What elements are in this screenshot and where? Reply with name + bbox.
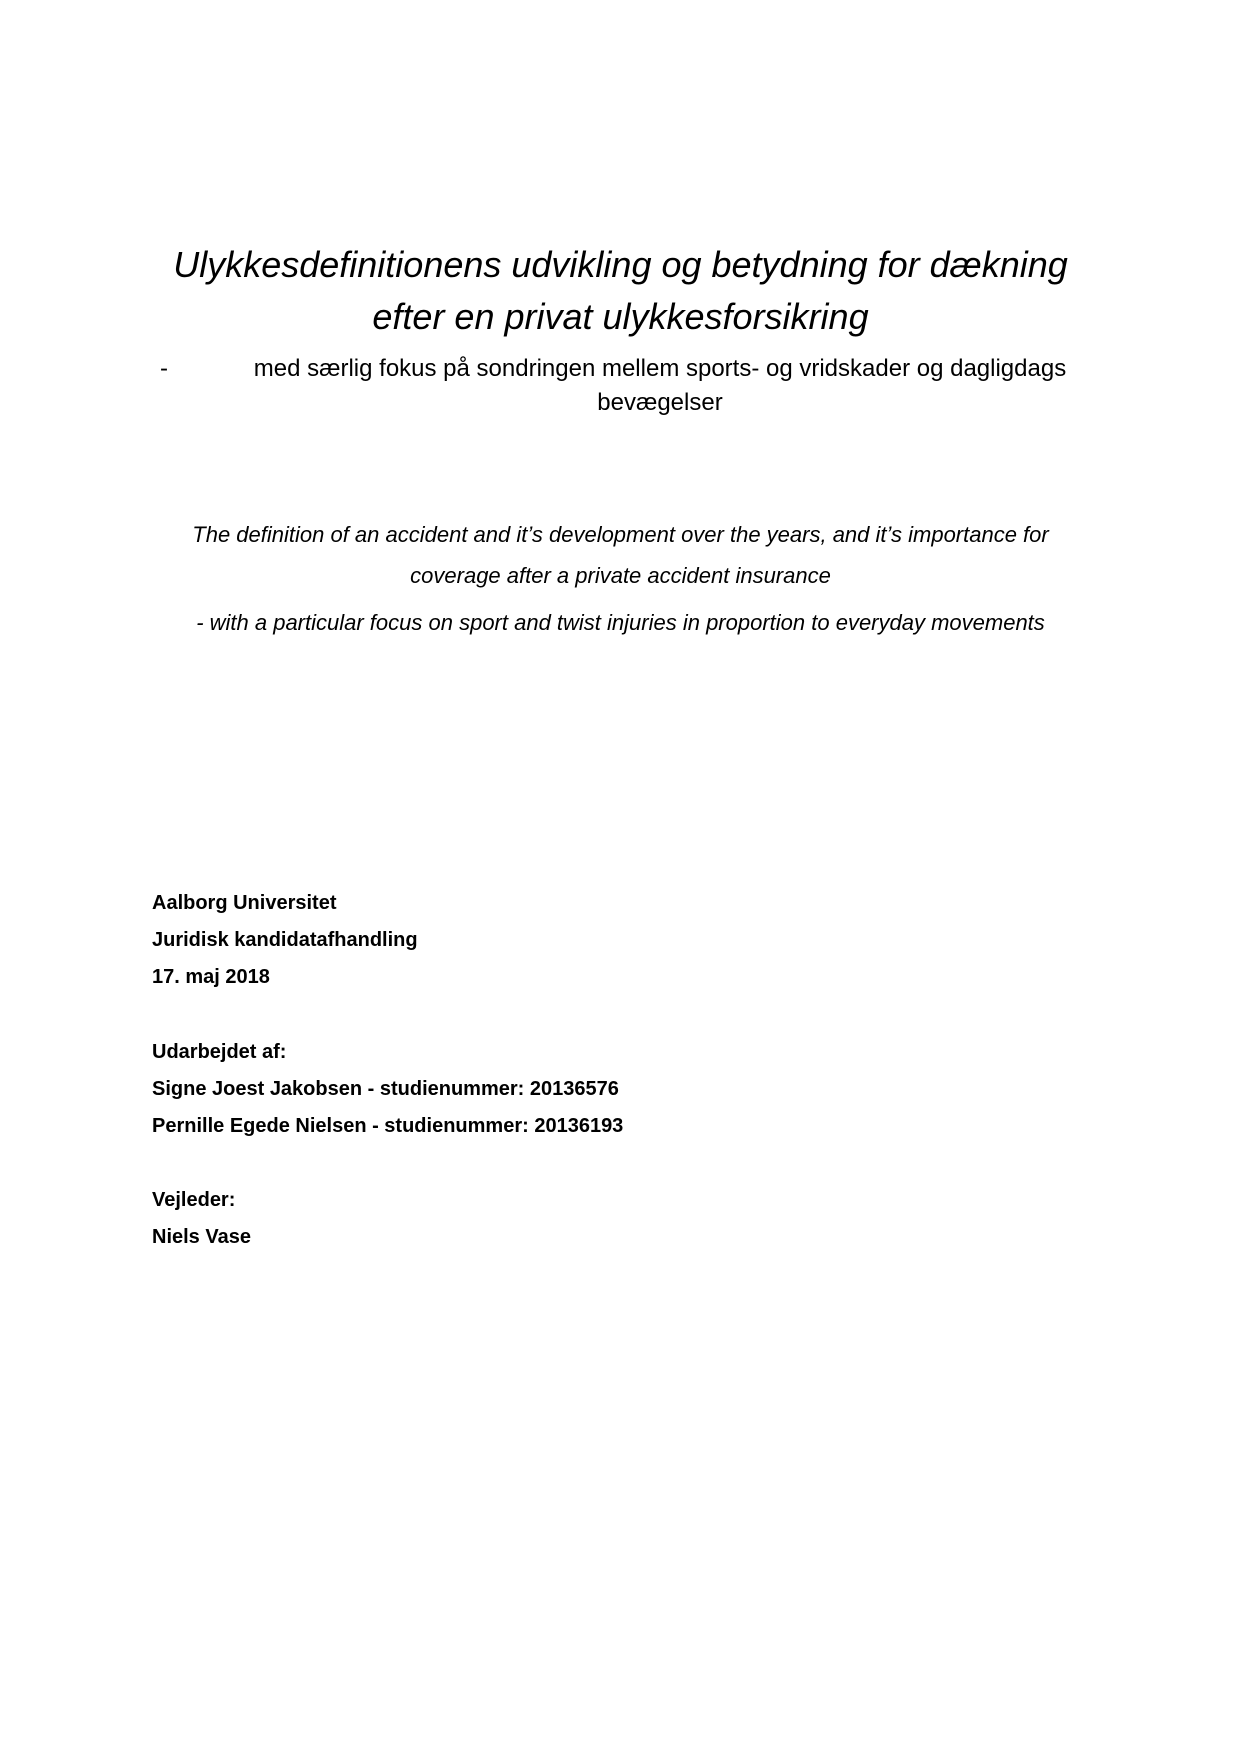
title-line-2: efter en privat ulykkesforsikring bbox=[372, 296, 869, 337]
english-title-line-2: coverage after a private accident insurance bbox=[410, 563, 831, 588]
author-2: Pernille Egede Nielsen - studienummer: 20136193 bbox=[152, 1115, 624, 1137]
english-subtitle: - with a particular focus on sport and twist injuries in proportion to everyday movements bbox=[196, 610, 1045, 635]
authors-heading: Udarbejdet af: bbox=[152, 1041, 287, 1063]
author-1: Signe Joest Jakobsen - studienummer: 20136576 bbox=[152, 1078, 619, 1100]
subtitle-dash: - bbox=[160, 355, 168, 382]
supervisor-info bbox=[152, 1182, 251, 1256]
subtitle-line-2: bevægelser bbox=[597, 389, 723, 416]
thesis-type: Juridisk kandidatafhandling bbox=[152, 929, 418, 951]
university-name: Aalborg Universitet bbox=[152, 892, 337, 914]
supervisor-heading: Vejleder: bbox=[152, 1189, 236, 1211]
title-line-1: Ulykkesdefinitionens udvikling og betydning for dækning bbox=[173, 244, 1068, 285]
english-title-line-1: The definition of an accident and it’s development over the years, and it’s importance for bbox=[192, 522, 1049, 547]
authors-info bbox=[152, 1034, 623, 1145]
document-title bbox=[120, 239, 1121, 343]
subtitle-text bbox=[232, 352, 1088, 420]
subtitle-line-1: med særlig fokus på sondringen mellem sports- og vridskader og dagligdags bbox=[253, 355, 1067, 382]
english-title bbox=[150, 514, 1091, 643]
submission-date: 17. maj 2018 bbox=[152, 966, 270, 988]
supervisor-name: Niels Vase bbox=[152, 1226, 251, 1248]
institution-info bbox=[152, 885, 418, 996]
